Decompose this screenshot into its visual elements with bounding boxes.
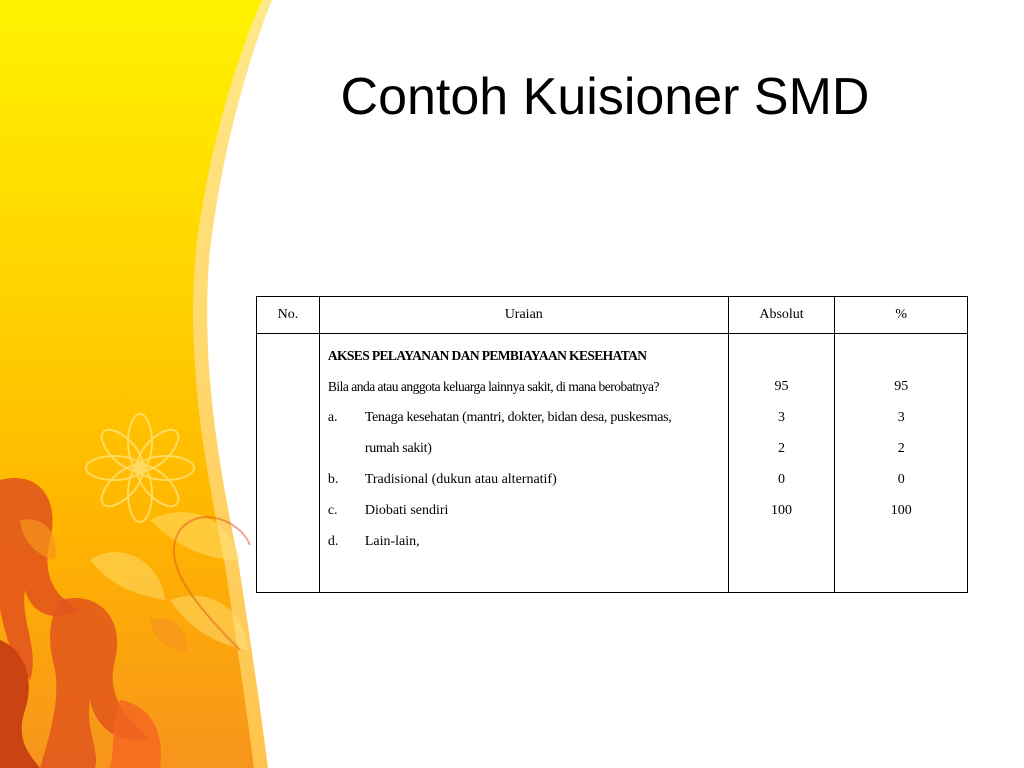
header-uraian: Uraian: [319, 297, 728, 334]
cell-absolut: [728, 334, 835, 593]
option-letter: d.: [327, 534, 339, 549]
header-absolut: Absolut: [728, 297, 835, 334]
option-a: [328, 402, 721, 433]
slide-title: Contoh Kuisioner SMD: [340, 68, 870, 126]
absolut-value: 3: [778, 410, 786, 425]
questionnaire-table: [256, 296, 968, 593]
option-text: Diobati sendiri: [364, 503, 449, 518]
option-d: [328, 526, 721, 557]
option-letter: b.: [327, 472, 339, 487]
absolut-value: 95: [774, 379, 789, 394]
cell-no: [257, 334, 320, 593]
percent-value: 2: [897, 441, 905, 456]
cell-uraian: [319, 334, 728, 593]
option-text: Lain-lain,: [364, 534, 420, 549]
option-text: Tenaga kesehatan (mantri, dokter, bidan desa, puskesmas,: [364, 410, 672, 425]
percent-value: 100: [890, 503, 912, 518]
option-text: Tradisional (dukun atau alternatif): [364, 472, 557, 487]
question-text: Bila anda atau anggota keluarga lainnya sakit, di mana berobatnya?: [327, 379, 659, 394]
section-heading: AKSES PELAYANAN DAN PEMBIAYAAN KESEHATAN: [327, 348, 647, 363]
percent-value: 95: [894, 379, 909, 394]
absolut-value: 0: [778, 472, 786, 487]
header-percent: %: [835, 297, 968, 334]
table-row: [257, 334, 968, 593]
percent-value: 0: [897, 472, 905, 487]
absolut-value: 2: [778, 441, 786, 456]
option-a-continued: [328, 433, 721, 464]
percent-value: 3: [897, 410, 905, 425]
option-text: rumah sakit): [364, 441, 432, 456]
absolut-value: 100: [771, 503, 793, 518]
option-b: [328, 464, 721, 495]
header-no: No.: [257, 297, 320, 334]
table-header-row: [257, 297, 968, 334]
option-letter: a.: [327, 410, 338, 425]
cell-percent: [835, 334, 968, 593]
option-c: [328, 495, 721, 526]
option-letter: c.: [327, 503, 338, 518]
